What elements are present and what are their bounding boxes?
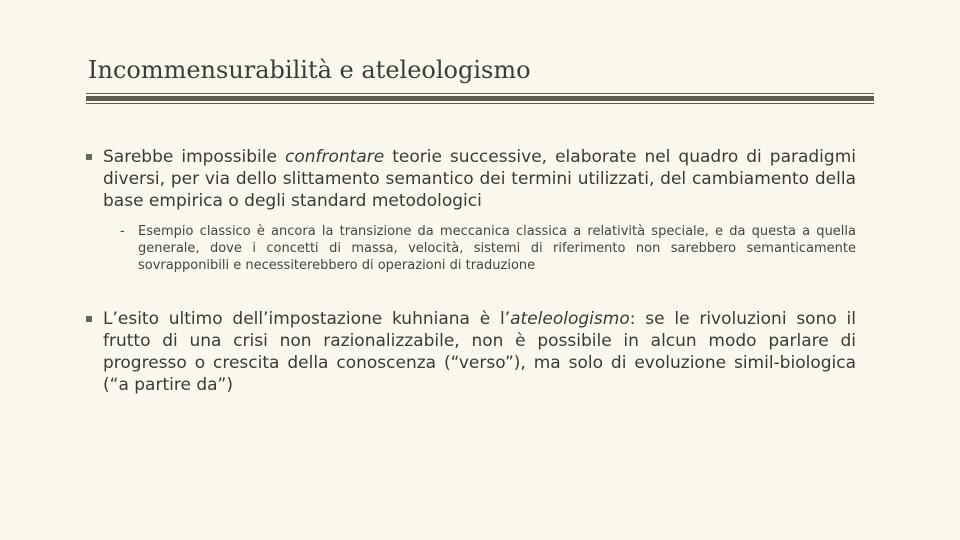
title-rule-thick [86, 96, 874, 101]
bullet-text-after: : se le rivoluzioni sono il frutto di una crisi non razionalizzabile, non è possibile in alcun modo parlare di progresso o crescita della conoscenza (“verso”), ma solo di evoluzione simil-biologica (“a partire da”) [103, 309, 856, 395]
bullet-item-1 [86, 146, 856, 212]
square-bullet-icon [86, 316, 92, 322]
title-rule-bottom [86, 103, 874, 104]
bullet-text-before: L’esito ultimo dell’impostazione kuhniana è l’ [103, 309, 511, 329]
sub-bullet-item-1 [106, 223, 856, 274]
bullet-text-before: Sarebbe impossibile [103, 147, 285, 167]
sub-bullet-text: Esempio classico è ancora la transizione da meccanica classica a relatività speciale, e da questa a quella generale, dove i concetti di massa, velocità, sistemi di riferimento non sarebbero semanticamente sovrapponibili e necessiterebbero di operazioni di traduzione [138, 224, 856, 273]
bullet-text-after: teorie successive, elaborate nel quadro di paradigmi diversi, per via dello slittamento semantico dei termini utilizzati, del cambiamento della base empirica o degli standard metodologici [103, 147, 856, 211]
slide-content [86, 146, 856, 396]
dash-bullet-icon: - [120, 224, 125, 239]
bullet-item-2 [86, 308, 856, 396]
title-rule-top [86, 93, 874, 94]
bullet-emphasis: confrontare [284, 147, 385, 167]
square-bullet-icon [86, 154, 92, 160]
bullet-emphasis: ateleologismo [510, 309, 630, 329]
slide-title: Incommensurabilità e ateleologismo [88, 56, 531, 84]
